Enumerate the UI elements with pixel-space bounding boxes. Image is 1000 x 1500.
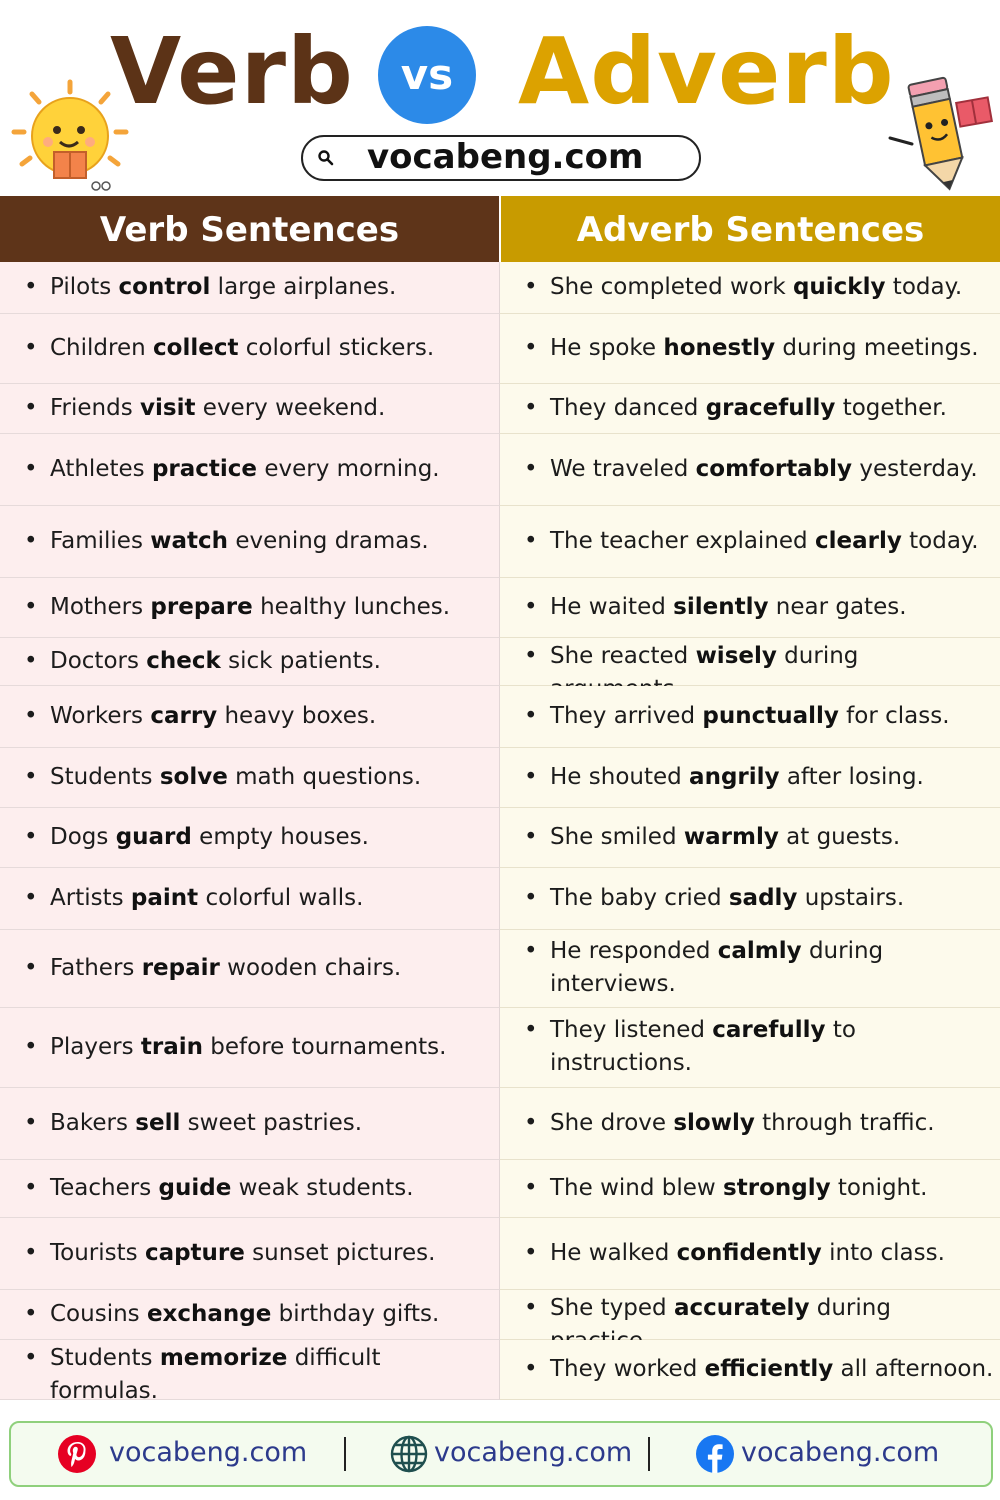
pinterest-icon [57,1434,97,1474]
highlighted-word: comfortably [695,456,853,482]
sentence-text [50,1237,493,1270]
sentence-tail: together. [835,395,947,421]
sentence-lead: Dogs [50,824,116,850]
globe-icon [389,1434,429,1474]
sentence-text [550,1014,994,1080]
highlighted-word: sell [135,1110,181,1136]
bullet-marker: • [24,395,38,421]
sentence-tail: large airplanes. [210,274,397,300]
bullet-marker: • [524,594,538,620]
sentence-tail: colorful walls. [198,885,364,911]
sentence-text [550,882,994,915]
highlighted-word: paint [130,885,199,911]
adverb-cell [500,1218,1000,1290]
sentence-tail: during meetings. [775,335,979,361]
sentence-tail: evening dramas. [228,528,429,554]
sentence-lead: Players [50,1034,141,1060]
bullet-marker: • [524,1240,538,1266]
sentence-lead: They listened [550,1017,713,1043]
header [0,0,1000,196]
sentence-text [550,761,994,794]
bullet-marker: • [24,1301,38,1327]
verb-cell [0,686,500,748]
footer [9,1421,993,1487]
verb-cell [0,1340,500,1404]
sentence-lead: He walked [550,1240,677,1266]
adverb-cell [500,748,1000,808]
highlighted-word: wisely [695,643,777,669]
bullet-marker: • [524,1175,538,1201]
adverb-cell [500,262,1000,314]
sentence-tail: during [816,1295,891,1321]
bullet-marker: • [524,824,538,850]
bullet-marker: • [24,824,38,850]
verb-cell [0,638,500,686]
sentence-tail: math questions. [227,764,422,790]
sentence-lead: They worked [550,1356,705,1382]
sentence-text [550,935,994,1001]
bullet-marker: • [24,1110,38,1136]
table-row [0,1218,1000,1290]
highlighted-word: sadly [728,885,798,911]
sentence-tail: yesterday. [852,456,978,482]
highlighted-word: carry [150,703,218,729]
sentence-tail: colorful stickers. [238,335,435,361]
bullet-marker: • [524,764,538,790]
bullet-marker: • [524,643,538,669]
sentence-tail: after losing. [779,764,924,790]
adverb-cell [500,808,1000,868]
footer-facebook[interactable] [671,1423,991,1485]
sentence-lead: He shouted [550,764,690,790]
verb-cell [0,748,500,808]
bullet-marker: • [24,955,38,981]
adverb-cell [500,638,1000,686]
table-row [0,506,1000,578]
sentence-tail: wooden chairs. [219,955,402,981]
adverb-cell [500,578,1000,638]
adverb-cell [500,1290,1000,1340]
highlighted-word: efficiently [704,1356,834,1382]
bullet-marker: • [24,885,38,911]
table-row [0,868,1000,930]
highlighted-word: visit [140,395,196,421]
verb-cell [0,578,500,638]
sentence-lead: He spoke [550,335,664,361]
facebook-text: vocabeng.com [741,1437,940,1468]
bullet-marker: • [24,703,38,729]
sentence-text [50,453,493,486]
table-row [0,262,1000,314]
highlighted-word: collect [153,335,239,361]
sentence-lead: Doctors [50,648,147,674]
sentence-tail: near gates. [768,594,907,620]
highlighted-word: prepare [150,594,253,620]
highlighted-word: accurately [673,1295,810,1321]
sentence-lead: The wind blew [550,1175,724,1201]
highlighted-word: practice [151,456,258,482]
adverb-cell [500,930,1000,1008]
highlighted-word: memorize [159,1345,288,1371]
adverb-cell [500,868,1000,930]
sentence-lead: Workers [50,703,151,729]
sentence-tail: every morning. [257,456,440,482]
verb-cell [0,434,500,506]
sentence-tail: today. [885,274,963,300]
highlighted-word: carefully [712,1017,826,1043]
sentence-lead: The baby cried [550,885,729,911]
verb-cell [0,1218,500,1290]
bullet-marker: • [524,335,538,361]
table-row [0,1008,1000,1088]
table-row [0,930,1000,1008]
sentence-lead: Mothers [50,594,151,620]
bullet-marker: • [524,274,538,300]
sentence-text [550,332,994,365]
bullet-marker: • [524,938,538,964]
sentence-lead: Tourists [50,1240,145,1266]
sentence-tail: during interviews. [550,938,884,997]
verb-cell [0,808,500,868]
sentence-text [550,1353,994,1386]
sentence-text [550,591,994,624]
adverb-cell [500,434,1000,506]
sentence-lead: She reacted [550,643,696,669]
sentence-lead: She smiled [550,824,684,850]
sentence-lead: Students [50,764,160,790]
sentence-text [50,271,493,304]
bullet-marker: • [24,594,38,620]
sentence-tail: for class. [838,703,950,729]
table-row [0,808,1000,868]
highlighted-word: clearly [814,528,902,554]
sentence-text [50,591,493,624]
table-row [0,1088,1000,1160]
sentence-lead: He responded [550,938,718,964]
bullet-marker: • [24,1345,38,1371]
sentence-lead: Athletes [50,456,152,482]
bullet-marker: • [24,528,38,554]
sentence-tail: during [784,643,859,669]
sentence-tail: to instructions. [550,1017,856,1076]
sentence-text [50,1107,493,1140]
table-row [0,578,1000,638]
sentence-lead: Families [50,528,151,554]
verb-cell [0,262,500,314]
bullet-marker: • [24,1240,38,1266]
highlighted-word: control [118,274,211,300]
bullet-marker: • [24,1034,38,1060]
sentence-text [550,1107,994,1140]
table-row [0,1290,1000,1340]
adverb-cell [500,384,1000,434]
bullet-marker: • [524,703,538,729]
sentence-lead: They danced [550,395,706,421]
bullet-marker: • [24,335,38,361]
sentence-text [550,525,994,558]
highlighted-word: warmly [683,824,779,850]
sentence-text [550,700,994,733]
sentence-lead: Fathers [50,955,142,981]
highlighted-word: confidently [676,1240,822,1266]
highlighted-word: quickly [792,274,886,300]
sentence-lead: Artists [50,885,131,911]
sentence-lead: She typed [550,1295,674,1321]
highlighted-word: angrily [689,764,780,790]
sentence-tail: at guests. [778,824,901,850]
verb-cell [0,1160,500,1218]
sentence-tail: all afternoon. [833,1356,994,1382]
sentence-text [50,761,493,794]
bullet-marker: • [24,1175,38,1201]
sentence-lead: She completed work [550,274,793,300]
sentence-tail: before tournaments. [203,1034,447,1060]
verb-cell [0,1088,500,1160]
table-row [0,434,1000,506]
sentence-lead: Children [50,335,154,361]
sentence-tail: sick patients. [220,648,381,674]
highlighted-word: solve [159,764,228,790]
bullet-marker: • [24,274,38,300]
table-row [0,748,1000,808]
sentence-lead: Bakers [50,1110,136,1136]
verb-cell [0,314,500,384]
footer-separator [344,1437,346,1471]
sentence-tail: empty houses. [191,824,369,850]
sentence-tail: birthday gifts. [271,1301,440,1327]
pinterest-text: vocabeng.com [109,1437,308,1468]
website-text: vocabeng.com [434,1437,633,1468]
sentence-text [550,821,994,854]
sentence-text [550,392,994,425]
footer-pinterest[interactable] [11,1423,331,1485]
sentence-text [550,453,994,486]
table-row [0,686,1000,748]
highlighted-word: slowly [673,1110,755,1136]
verb-cell [0,930,500,1008]
bullet-marker: • [524,1295,538,1321]
adverb-column-heading: Adverb Sentences [501,196,1000,262]
sentence-text [50,1172,493,1205]
sentence-tail: through traffic. [754,1110,935,1136]
sentence-tail: upstairs. [797,885,905,911]
search-bar[interactable] [301,135,701,181]
title-adverb: Adverb [518,18,895,125]
highlighted-word: calmly [717,938,802,964]
highlighted-word: watch [150,528,229,554]
sentence-lead: The teacher explained [550,528,815,554]
verb-cell [0,1290,500,1340]
highlighted-word: silently [673,594,769,620]
highlighted-word: gracefully [705,395,836,421]
title-verb: Verb [110,18,354,125]
sentence-text [550,1237,994,1270]
sentence-lead: Cousins [50,1301,147,1327]
sentence-text [50,392,493,425]
table-row [0,1340,1000,1404]
sentence-text [50,700,493,733]
sentence-lead: Teachers [50,1175,159,1201]
sentence-tail: sweet pastries. [180,1110,363,1136]
bullet-marker: • [524,528,538,554]
adverb-cell [500,506,1000,578]
pencil-reading-illustration [888,66,998,194]
facebook-icon [695,1434,735,1474]
sentence-text [50,882,493,915]
adverb-cell [500,314,1000,384]
sentence-tail: difficult formulas. [50,1345,381,1404]
verb-cell [0,506,500,578]
sentence-text [550,1172,994,1205]
highlighted-word: train [140,1034,203,1060]
sentence-tail: today. [901,528,979,554]
bullet-marker: • [24,764,38,790]
table-row [0,1160,1000,1218]
verb-cell [0,384,500,434]
sentence-text [50,1342,493,1408]
table-row [0,384,1000,434]
vs-badge: vs [378,26,476,124]
bullet-marker: • [524,885,538,911]
bullet-marker: • [524,1017,538,1043]
sentence-text [50,952,493,985]
sentence-tail: sunset pictures. [244,1240,436,1266]
sentence-lead: We traveled [550,456,696,482]
sentence-text [50,1031,493,1064]
sentence-text [50,525,493,558]
highlighted-word: punctually [702,703,839,729]
adverb-cell [500,686,1000,748]
sentence-lead: They arrived [550,703,703,729]
adverb-cell [500,1008,1000,1088]
adverb-cell [500,1088,1000,1160]
table-row [0,314,1000,384]
search-text: vocabeng.com [367,137,644,177]
sentence-tail: heavy boxes. [217,703,377,729]
bullet-marker: • [524,1110,538,1136]
highlighted-word: capture [144,1240,245,1266]
sentence-lead: He waited [550,594,674,620]
highlighted-word: honestly [663,335,776,361]
footer-website[interactable] [371,1423,661,1485]
highlighted-word: guide [158,1175,232,1201]
sentence-tail: every weekend. [195,395,386,421]
sentence-tail: tonight. [830,1175,928,1201]
sentence-lead: Friends [50,395,141,421]
sentence-tail: into class. [821,1240,945,1266]
bullet-marker: • [524,1356,538,1382]
highlighted-word: exchange [146,1301,272,1327]
bullet-marker: • [24,456,38,482]
adverb-cell [500,1160,1000,1218]
search-icon [317,149,335,167]
sentence-text [50,821,493,854]
adverb-cell [500,1340,1000,1400]
footer-separator [648,1437,650,1471]
highlighted-word: guard [115,824,192,850]
highlighted-word: strongly [723,1175,831,1201]
verb-cell [0,1008,500,1088]
verb-cell [0,868,500,930]
table-row [0,638,1000,686]
sentence-lead: She drove [550,1110,674,1136]
bullet-marker: • [524,456,538,482]
sentence-text [550,271,994,304]
highlighted-word: repair [141,955,220,981]
bullet-marker: • [524,395,538,421]
sentence-text [50,332,493,365]
sentence-text [50,1298,493,1331]
sentence-text [50,645,493,678]
sentence-lead: Students [50,1345,160,1371]
verb-column-heading: Verb Sentences [0,196,499,262]
bullet-marker: • [24,648,38,674]
sentence-tail: healthy lunches. [252,594,451,620]
sentence-lead: Pilots [50,274,119,300]
sentence-tail: weak students. [231,1175,414,1201]
highlighted-word: check [146,648,221,674]
